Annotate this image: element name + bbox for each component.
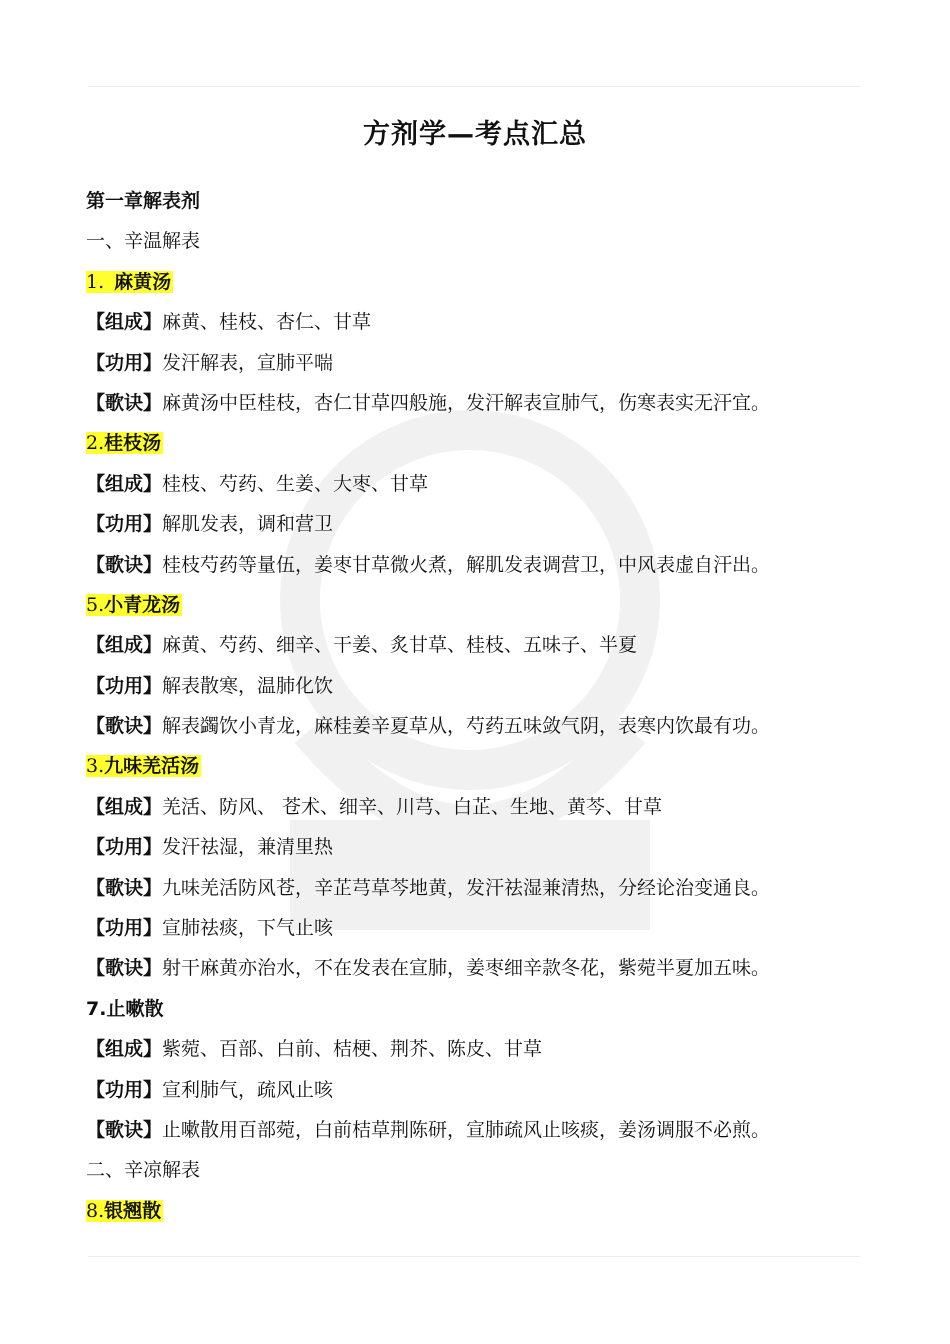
- formula-detail-line: [86, 383, 886, 423]
- detail-label: 【组成】: [86, 795, 163, 818]
- detail-label: 【歌诀】: [86, 876, 163, 899]
- formula-detail-line: [86, 1029, 886, 1069]
- formula-detail-line: [86, 908, 886, 948]
- detail-label: 【功用】: [86, 917, 163, 940]
- detail-label: 【歌诀】: [86, 1118, 163, 1141]
- formula-heading: [86, 1191, 886, 1231]
- detail-text: 紫菀、百部、白前、桔梗、荆芥、陈皮、甘草: [162, 1038, 543, 1061]
- top-rule: [88, 86, 860, 87]
- formula-title: [86, 998, 163, 1020]
- detail-text: 射干麻黄亦治水，不在发表在宣肺，姜枣细辛款冬花，紫菀半夏加五味。: [162, 957, 771, 980]
- detail-label: 【组成】: [86, 311, 163, 334]
- formula-detail-line: [86, 1070, 886, 1110]
- formula-detail-line: [86, 868, 886, 908]
- formula-detail-line: [86, 948, 886, 988]
- formula-number: 2.: [86, 432, 105, 455]
- detail-text: 麻黄、桂枝、杏仁、甘草: [162, 311, 372, 334]
- document-body: [86, 181, 886, 1231]
- formula-detail-line: [86, 625, 886, 665]
- formula-name: 九味羌活汤: [104, 755, 200, 778]
- formula-number: 5.: [86, 593, 105, 616]
- section-heading: 一、辛温解表: [86, 230, 201, 253]
- detail-label: 【功用】: [86, 351, 163, 374]
- detail-text: 解表蠲饮小青龙，麻桂姜辛夏草从，芍药五味敛气阴，表寒内饮最有功。: [162, 715, 771, 738]
- detail-text: 九味羌活防风苍，辛芷芎草芩地黄，发汗祛湿兼清热，分经论治变通良。: [162, 876, 771, 899]
- formula-number: 8.: [86, 1199, 105, 1222]
- formula-heading: [86, 423, 886, 463]
- detail-label: 【歌诀】: [86, 553, 163, 576]
- formula-heading: [86, 746, 886, 786]
- formula-number: 1.: [86, 270, 105, 293]
- detail-text: 羌活、防风、 苍术、细辛、川芎、白芷、生地、黄芩、甘草: [162, 795, 663, 818]
- formula-detail-line: [86, 302, 886, 342]
- formula-detail-line: [86, 706, 886, 746]
- formula-detail-line: [86, 464, 886, 504]
- detail-text: 止嗽散用百部菀，白前桔草荆陈研，宣肺疏风止咳痰，姜汤调服不必煎。: [162, 1118, 771, 1141]
- page-title: 方剂学—考点汇总: [363, 119, 587, 150]
- formula-title: [86, 594, 182, 616]
- detail-text: 宣利肺气，疏风止咳: [162, 1078, 334, 1101]
- formula-heading: [86, 262, 886, 302]
- section-heading: 二、辛凉解表: [86, 1159, 201, 1182]
- formula-name: 桂枝汤: [104, 432, 162, 455]
- detail-label: 【功用】: [86, 513, 163, 536]
- formula-name: 麻黄汤: [114, 270, 172, 293]
- detail-text: 解肌发表，调和营卫: [162, 513, 334, 536]
- detail-text: 发汗解表，宣肺平喘: [162, 351, 334, 374]
- formula-detail-line: [86, 787, 886, 827]
- formula-number: 3.: [86, 755, 105, 778]
- detail-text: 发汗祛湿，兼清里热: [162, 836, 334, 859]
- formula-title: [86, 755, 201, 777]
- formula-detail-line: [86, 666, 886, 706]
- detail-text: 麻黄汤中臣桂枝，杏仁甘草四般施，发汗解表宣肺气，伤寒表实无汗宜。: [162, 391, 771, 414]
- detail-label: 【功用】: [86, 674, 163, 697]
- formula-name: 小青龙汤: [104, 593, 181, 616]
- detail-label: 【组成】: [86, 472, 163, 495]
- detail-text: 桂枝、芍药、生姜、大枣、甘草: [162, 472, 429, 495]
- detail-text: 麻黄、芍药、细辛、干姜、炙甘草、桂枝、五味子、半夏: [162, 634, 638, 657]
- detail-label: 【功用】: [86, 1078, 163, 1101]
- formula-detail-line: [86, 827, 886, 867]
- chapter-heading: 第一章解表剂: [86, 190, 201, 212]
- detail-label: 【歌诀】: [86, 957, 163, 980]
- formula-name: 银翘散: [104, 1199, 162, 1222]
- detail-label: 【歌诀】: [86, 391, 163, 414]
- formula-title: [86, 432, 163, 454]
- detail-label: 【功用】: [86, 836, 163, 859]
- formula-number: 7.: [86, 997, 107, 1020]
- detail-text: 宣肺祛痰，下气止咳: [162, 917, 334, 940]
- detail-label: 【歌诀】: [86, 715, 163, 738]
- detail-text: 解表散寒，温肺化饮: [162, 674, 334, 697]
- bottom-rule: [88, 1256, 860, 1257]
- formula-detail-line: [86, 545, 886, 585]
- formula-title: [86, 1200, 163, 1222]
- formula-title: [86, 271, 173, 293]
- formula-name: 止嗽散: [106, 997, 164, 1020]
- formula-detail-line: [86, 343, 886, 383]
- detail-text: 桂枝芍药等量伍，姜枣甘草微火煮，解肌发表调营卫，中风表虚自汗出。: [162, 553, 771, 576]
- formula-heading: [86, 585, 886, 625]
- formula-detail-line: [86, 1110, 886, 1150]
- formula-heading: [86, 989, 886, 1029]
- formula-detail-line: [86, 504, 886, 544]
- detail-label: 【组成】: [86, 1038, 163, 1061]
- detail-label: 【组成】: [86, 634, 163, 657]
